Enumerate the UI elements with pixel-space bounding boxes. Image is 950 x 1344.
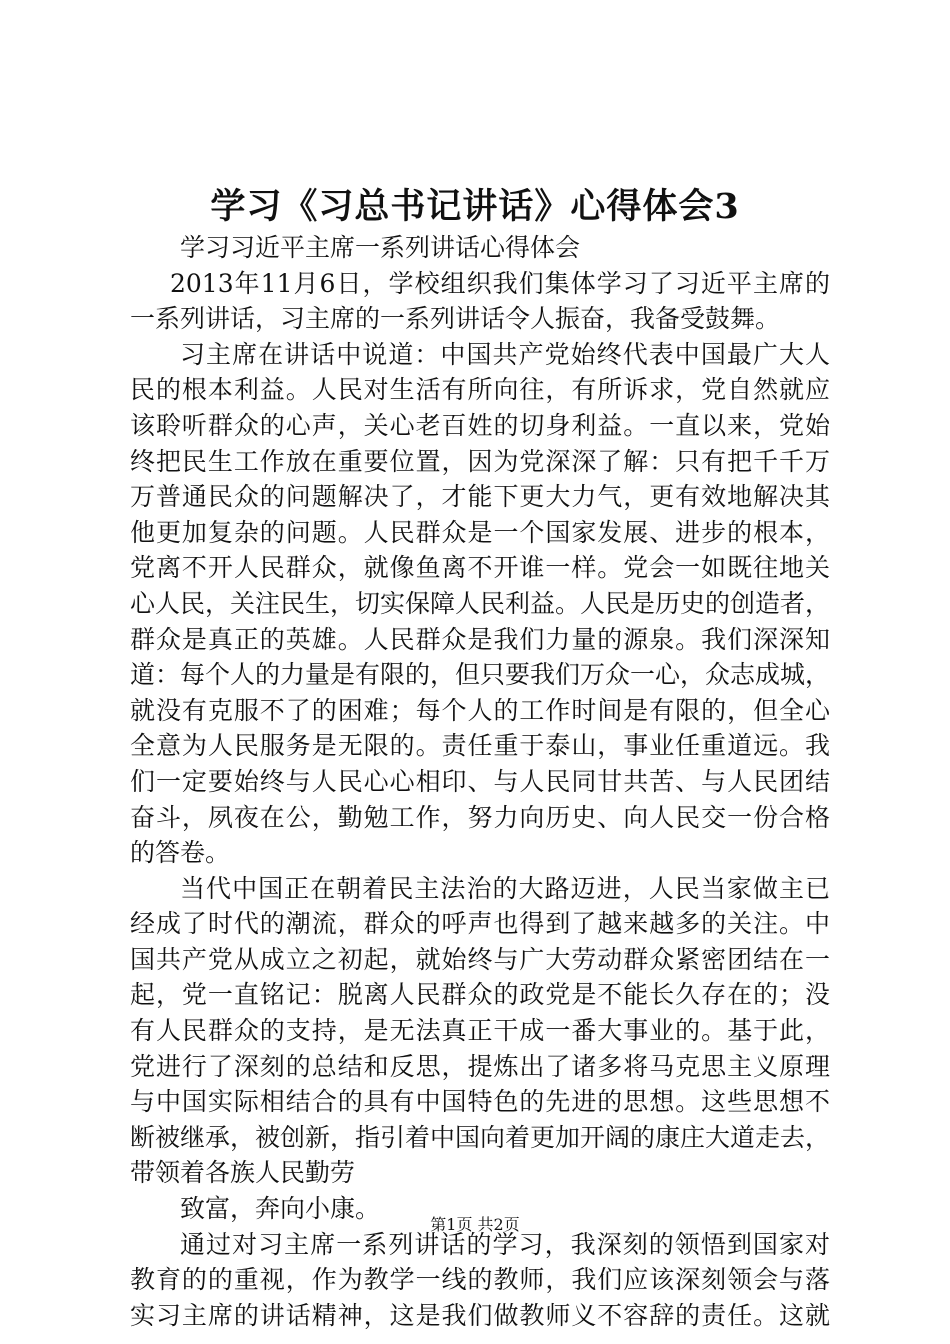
- body-line: 通过对习主席一系列讲话的学习，我深刻的领悟到国家对: [180, 1229, 830, 1259]
- page-footer: 第1页 共2页: [430, 1215, 520, 1234]
- body-line: 实习主席的讲话精神，这是我们做教师义不容辞的责任。这就: [130, 1300, 830, 1330]
- body-line: 他更加复杂的问题。人民群众是一个国家发展、进步的根本，: [130, 517, 830, 547]
- document-body: [130, 230, 830, 1333]
- body-line: 们一定要始终与人民心心相印、与人民同甘共苦、与人民团结: [130, 766, 830, 796]
- body-line: 群众是真正的英雄。人民群众是我们力量的源泉。我们深深知: [130, 624, 830, 654]
- body-line: 经成了时代的潮流，群众的呼声也得到了越来越多的关注。中: [130, 909, 830, 939]
- body-line: 起，党一直铭记：脱离人民群众的政党是不能长久存在的；没: [130, 980, 830, 1010]
- body-line: 道：每个人的力量是有限的，但只要我们万众一心，众志成城，: [130, 660, 831, 690]
- body-line: 该聆听群众的心声，关心老百姓的切身利益。一直以来，党始: [130, 410, 830, 440]
- body-line: 当代中国正在朝着民主法治的大路迈进，人民当家做主已: [180, 873, 830, 903]
- body-line: 与中国实际相结合的具有中国特色的先进的思想。这些思想不: [130, 1087, 830, 1117]
- body-line: 教育的的重视，作为教学一线的教师，我们应该深刻领会与落: [130, 1265, 830, 1295]
- body-line: 断被继承，被创新，指引着中国向着更加开阔的康庄大道走去，: [130, 1122, 831, 1152]
- body-line: 万普通民众的问题解决了，才能下更大力气，更有效地解决其: [130, 482, 830, 512]
- body-line: 就没有克服不了的困难；每个人的工作时间是有限的，但全心: [130, 695, 830, 725]
- body-line: 民的根本利益。人民对生活有所向往，有所诉求，党自然就应: [130, 375, 830, 405]
- body-line: 带领着各族人民勤劳: [130, 1158, 356, 1188]
- body-line: 党离不开人民群众，就像鱼离不开谁一样。党会一如既往地关: [130, 553, 830, 583]
- body-line: 全意为人民服务是无限的。责任重于泰山，事业任重道远。我: [130, 731, 830, 761]
- body-line: 党进行了深刻的总结和反思，提炼出了诸多将马克思主义原理: [130, 1051, 830, 1081]
- body-line: 的答卷。: [130, 838, 231, 868]
- body-line: 学习习近平主席一系列讲话心得体会: [180, 233, 581, 262]
- body-line: 习主席在讲话中说道：中国共产党始终代表中国最广大人: [180, 339, 830, 369]
- body-line: 有人民群众的支持，是无法真正干成一番大事业的。基于此，: [130, 1016, 830, 1046]
- body-line: 一系列讲话，习主席的一系列讲话令人振奋，我备受鼓舞。: [130, 304, 781, 334]
- body-line: 奋斗，夙夜在公，勤勉工作，努力向历史、向人民交一份合格: [130, 802, 830, 832]
- body-line: 2013年11月6日，学校组织我们集体学习了习近平主席的: [170, 268, 830, 298]
- body-line: 终把民生工作放在重要位置，因为党深深了解：只有把千千万: [130, 446, 830, 476]
- body-line: 致富，奔向小康。: [180, 1194, 381, 1224]
- document-title: 学习《习总书记讲话》心得体会3: [210, 186, 740, 227]
- body-line: 国共产党从成立之初起，就始终与广大劳动群众紧密团结在一: [130, 944, 830, 974]
- body-line: 心人民，关注民生，切实保障人民利益。人民是历史的创造者，: [130, 588, 831, 618]
